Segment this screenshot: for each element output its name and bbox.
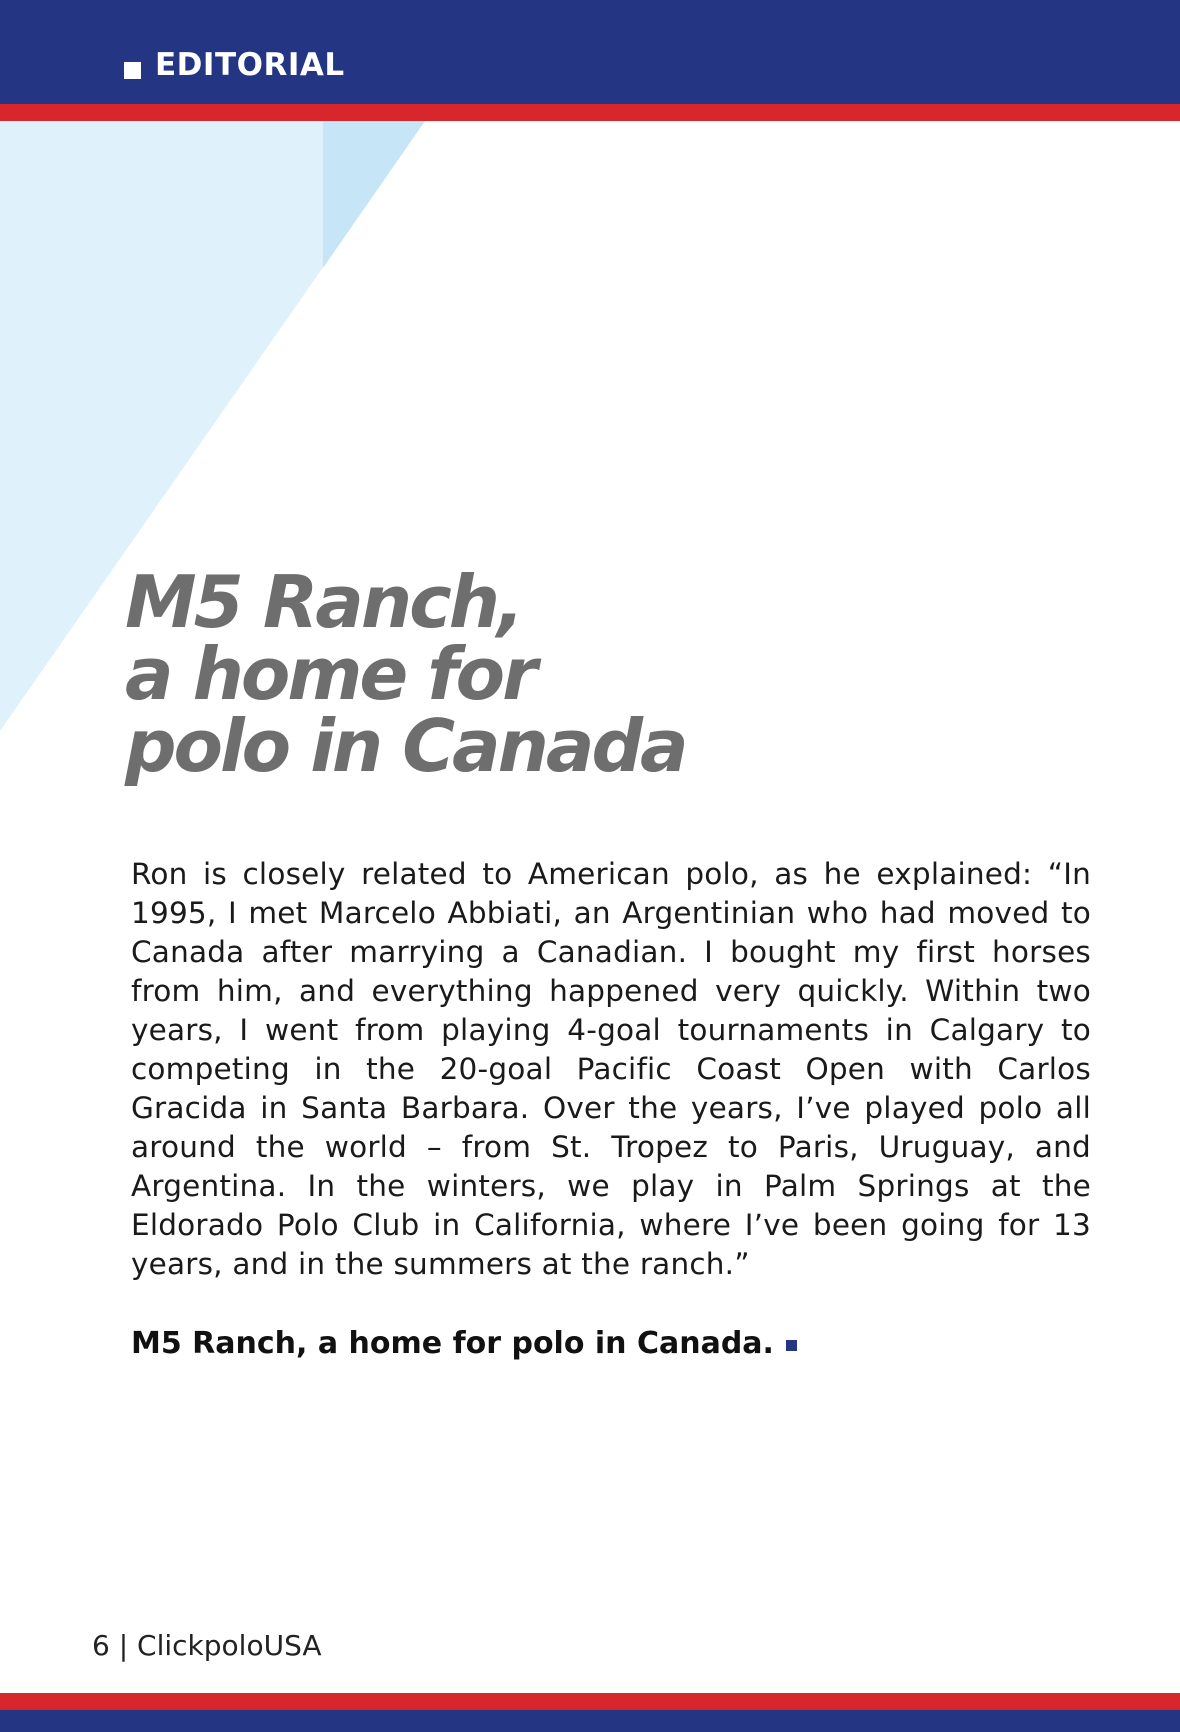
sky-blue-triangle [323,121,425,268]
section-marker-square-icon [124,62,141,79]
footer-red-stripe [0,1693,1180,1710]
article-headline [125,560,686,788]
headline-line-2: a home for [125,632,535,716]
headline-line-3: polo in Canada [125,704,686,788]
footer-bar [0,1710,1180,1732]
closing-text: M5 Ranch, a home for polo in Canada. [131,1326,774,1361]
header-red-stripe [0,104,1180,121]
page-footer-label: 6 | ClickpoloUSA [92,1629,322,1662]
end-mark-square-icon [786,1340,797,1351]
section-label: EDITORIAL [155,47,345,83]
article-body: Ron is closely related to American polo, as he explained: “In 1995, I met Marcelo Abbiati, an Argentinian who had moved to Canada after marrying a Canadian. I bought my first horses from him, and everything happened very quickly. Within two years, I went from playing 4-goal tournaments in Calgary to competing in the 20-goal Pacific Coast Open with Carlos Gracida in Santa Barbara. Over the years, I’ve played polo all around the world – from St. Tropez to Paris, Uruguay, and Argentina. In the winters, we play in Palm Springs at the Eldorado Polo Club in California, where I’ve been going for 13 years, and in the summers at the ranch.” [131,857,1091,1281]
headline-line-1: M5 Ranch, [125,560,522,644]
closing-line [131,1324,797,1364]
